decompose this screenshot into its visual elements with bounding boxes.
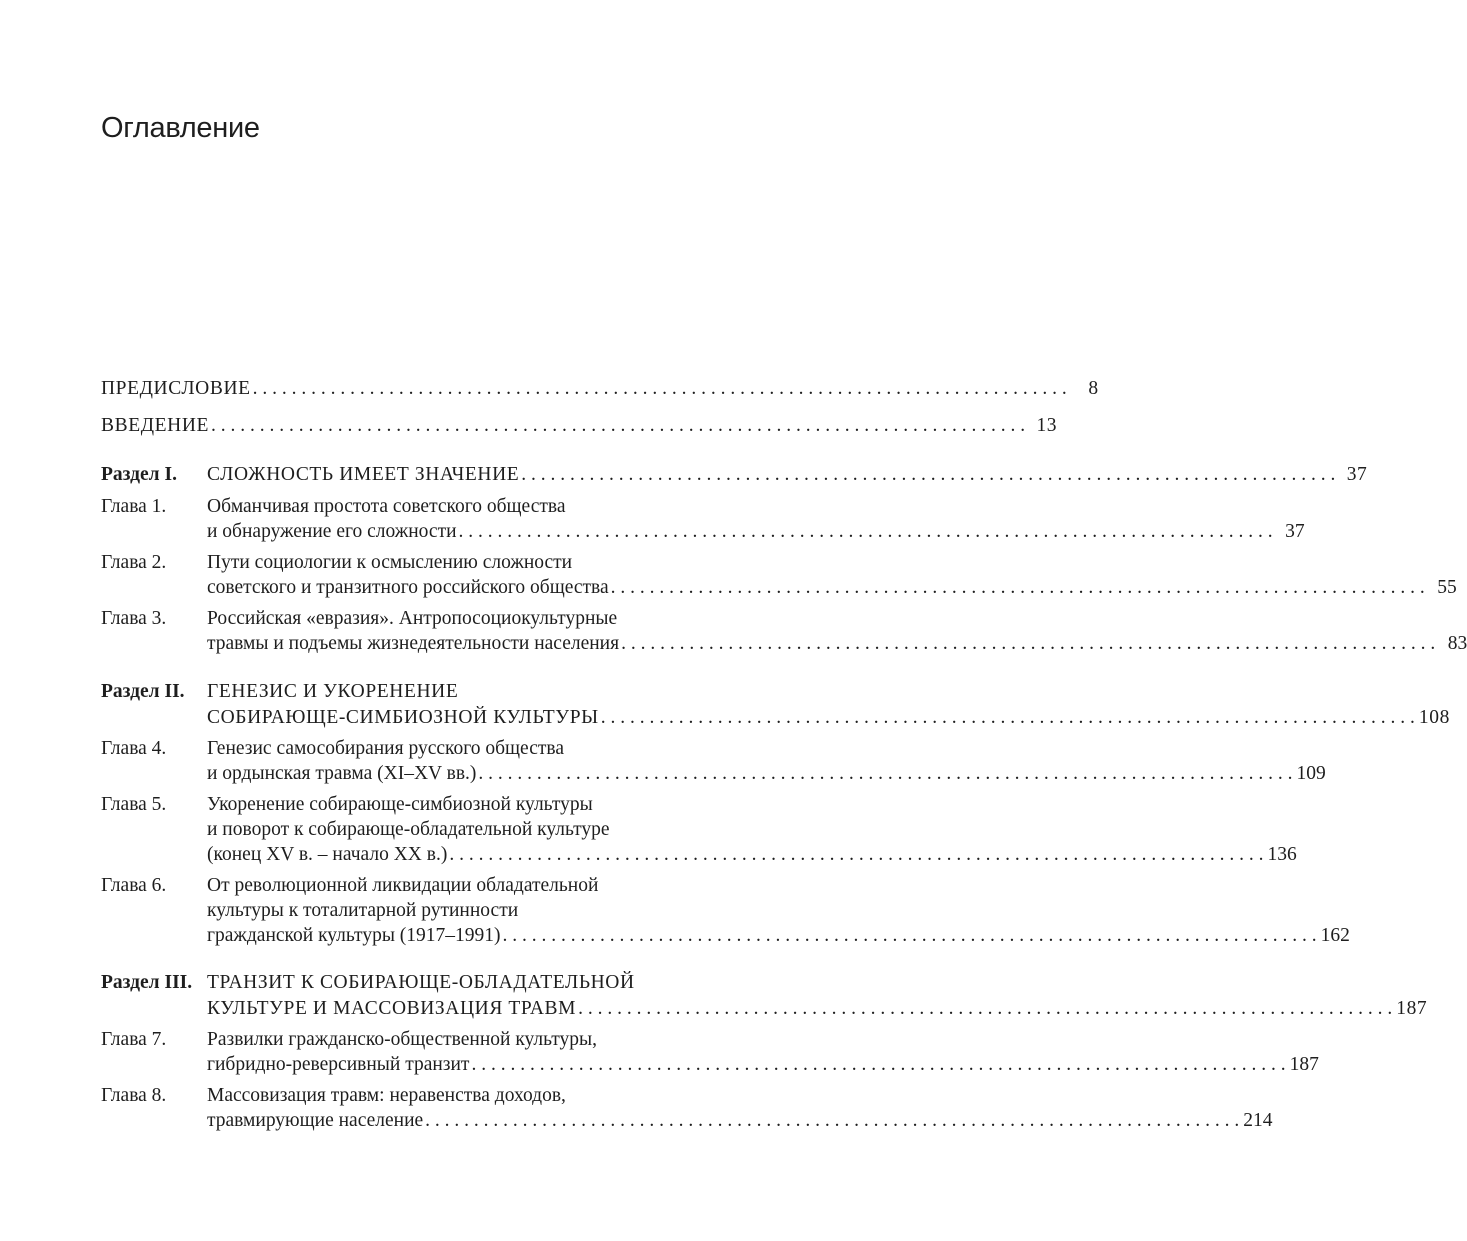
leader-dots <box>621 631 1435 657</box>
chapter-title-line: культуры к тоталитарной рутинности <box>207 900 519 921</box>
toc-chapter-1-cont[interactable] <box>101 519 1305 545</box>
section-title: КУЛЬТУРЕ И МАССОВИЗАЦИЯ ТРАВМ <box>207 998 577 1019</box>
chapter-title-line: гражданской культуры (1917–1991) <box>207 925 501 946</box>
chapter-title-line: травмирующие население <box>207 1110 424 1131</box>
toc-chapter-2-cont[interactable] <box>101 575 1457 601</box>
entry-title: ВВЕДЕНИЕ <box>101 415 210 436</box>
section-title: СОБИРАЮЩЕ-СИМБИОЗНОЙ КУЛЬТУРЫ <box>207 707 599 728</box>
leader-dots <box>211 413 1025 439</box>
chapter-title-line: Генезис самособирания русского общества <box>207 738 564 759</box>
page-number: 136 <box>1267 844 1297 865</box>
page-title: Оглавление <box>101 112 260 144</box>
page-number: 108 <box>1418 707 1450 728</box>
chapter-title-line: Укоренение собирающе-симбиозной культуры <box>207 794 593 815</box>
page-number: 13 <box>1036 415 1058 436</box>
toc-section-3-cont[interactable] <box>101 996 1428 1022</box>
leader-dots <box>471 1052 1285 1078</box>
page-number: 55 <box>1437 577 1457 598</box>
toc-entry-preface[interactable] <box>101 376 1099 402</box>
chapter-label: Глава 8. <box>101 1085 167 1106</box>
toc-chapter-5-cont2[interactable] <box>101 842 1297 868</box>
entry-title: ПРЕДИСЛОВИЕ <box>101 378 251 399</box>
chapter-title-line: советского и транзитного российского общества <box>207 577 609 598</box>
chapter-title-line: От революционной ликвидации обладательной <box>207 875 599 896</box>
leader-dots <box>425 1108 1239 1134</box>
page-number: 187 <box>1396 998 1428 1019</box>
toc-section-2[interactable] <box>101 679 726 705</box>
chapter-title-line: и обнаружение его сложности <box>207 521 457 542</box>
toc-entry-introduction[interactable] <box>101 413 1058 439</box>
leader-dots <box>503 923 1317 949</box>
leader-dots <box>578 996 1392 1022</box>
toc-chapter-7[interactable] <box>101 1027 726 1053</box>
toc-chapter-8[interactable] <box>101 1083 726 1109</box>
toc-chapter-5-cont[interactable] <box>101 817 726 843</box>
leader-dots <box>601 705 1415 731</box>
toc-chapter-2[interactable] <box>101 550 726 576</box>
page-number: 83 <box>1447 633 1467 654</box>
toc-chapter-6[interactable] <box>101 873 726 899</box>
chapter-label: Глава 2. <box>101 552 167 573</box>
page-number: 37 <box>1285 521 1305 542</box>
chapter-title-line: Развилки гражданско-общественной культуры, <box>207 1029 598 1050</box>
chapter-title-line: гибридно-реверсивный транзит <box>207 1054 470 1075</box>
toc-chapter-4-cont[interactable] <box>101 761 1326 787</box>
chapter-title-line: и поворот к собирающе-обладательной культуре <box>207 819 610 840</box>
section-title: СЛОЖНОСТЬ ИМЕЕТ ЗНАЧЕНИЕ <box>207 464 520 485</box>
page-number: 8 <box>1088 378 1099 399</box>
leader-dots <box>253 376 1067 402</box>
leader-dots <box>459 519 1273 545</box>
toc-section-2-cont[interactable] <box>101 705 1450 731</box>
toc-chapter-1[interactable] <box>101 494 726 520</box>
toc-section-3[interactable] <box>101 970 726 996</box>
chapter-title-line: (конец XV в. – начало XX в.) <box>207 844 448 865</box>
toc-chapter-4[interactable] <box>101 736 726 762</box>
section-label: Раздел II. <box>101 681 185 702</box>
chapter-label: Глава 1. <box>101 496 167 517</box>
toc-chapter-8-cont[interactable] <box>101 1108 1273 1134</box>
page-number: 37 <box>1346 464 1368 485</box>
toc-section-1[interactable] <box>101 462 1368 488</box>
page-number: 214 <box>1243 1110 1273 1131</box>
section-title: ТРАНЗИТ К СОБИРАЮЩЕ-ОБЛАДАТЕЛЬНОЙ <box>207 972 635 993</box>
page-number: 109 <box>1296 763 1326 784</box>
section-label: Раздел I. <box>101 464 177 485</box>
toc-chapter-3-cont[interactable] <box>101 631 1467 657</box>
chapter-title-line: Пути социологии к осмыслению сложности <box>207 552 573 573</box>
chapter-title-line: и ордынская травма (XI–XV вв.) <box>207 763 477 784</box>
chapter-title-line: травмы и подъемы жизнедеятельности населения <box>207 633 620 654</box>
toc-chapter-7-cont[interactable] <box>101 1052 1319 1078</box>
page-number: 187 <box>1289 1054 1319 1075</box>
toc-chapter-6-cont[interactable] <box>101 898 726 924</box>
leader-dots <box>611 575 1425 601</box>
leader-dots <box>478 761 1292 787</box>
toc-chapter-3[interactable] <box>101 606 726 632</box>
chapter-label: Глава 7. <box>101 1029 167 1050</box>
leader-dots <box>449 842 1263 868</box>
page-number: 162 <box>1320 925 1350 946</box>
section-title: ГЕНЕЗИС И УКОРЕНЕНИЕ <box>207 681 459 702</box>
chapter-label: Глава 3. <box>101 608 167 629</box>
chapter-label: Глава 4. <box>101 738 167 759</box>
chapter-title-line: Российская «евразия». Антропосоциокультурные <box>207 608 618 629</box>
leader-dots <box>521 462 1335 488</box>
section-label: Раздел III. <box>101 972 193 993</box>
toc-chapter-5[interactable] <box>101 792 726 818</box>
toc-chapter-6-cont2[interactable] <box>101 923 1350 949</box>
chapter-title-line: Обманчивая простота советского общества <box>207 496 566 517</box>
chapter-title-line: Массовизация травм: неравенства доходов, <box>207 1085 566 1106</box>
chapter-label: Глава 5. <box>101 794 167 815</box>
chapter-label: Глава 6. <box>101 875 167 896</box>
